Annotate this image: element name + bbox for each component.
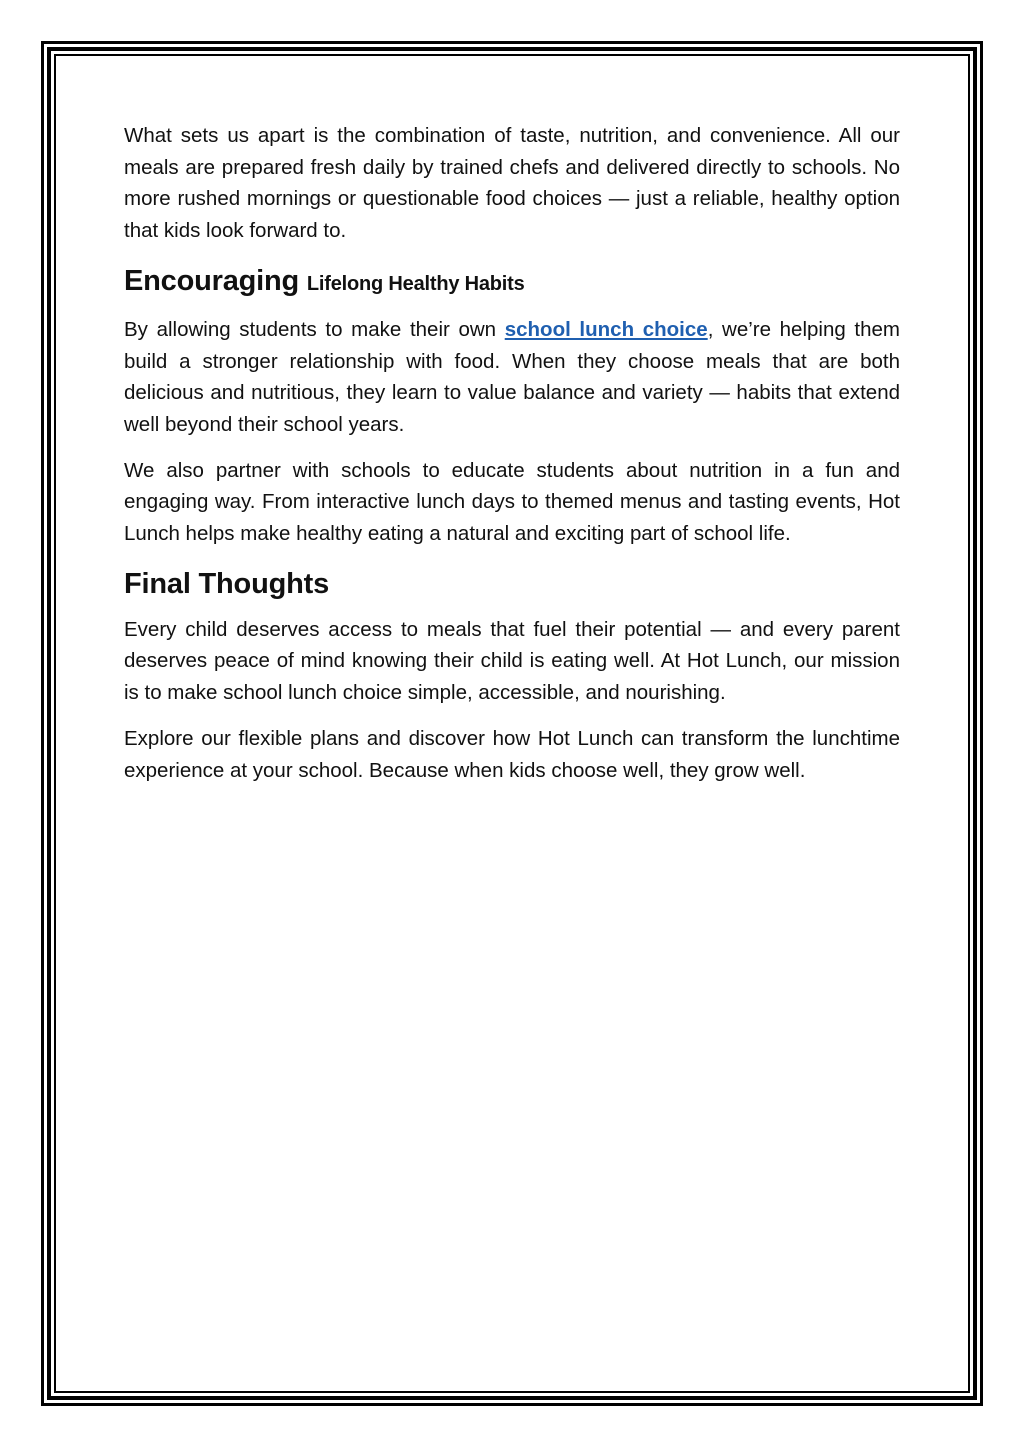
- intro-paragraph: What sets us apart is the combination of taste, nutrition, and convenience. All our meals are prepared fresh daily by trained chefs and delivered directly to schools. No more rushed mornings or questionable food choices — just a reliable, healthy option that kids look forward to.: [124, 124, 900, 243]
- school-lunch-choice-link[interactable]: school lunch choice: [504, 317, 708, 341]
- section-heading-healthy-habits: [124, 261, 900, 304]
- healthy-habits-paragraph: [124, 314, 900, 441]
- paragraph-text-after-link: , we’re helping them build a stronger relationship with food. When they choose meals that are both delicious and nutritious, they learn to value balance and variety — habits that extend well beyond their school years.: [124, 317, 900, 436]
- document-body: [124, 120, 900, 800]
- nutrition-education-paragraph: We also partner with schools to educate students about nutrition in a fun and engaging way. From interactive lunch days to themed menus and tasting events, Hot Lunch helps make healthy eating a natural and exciting part of school life.: [124, 458, 900, 546]
- section-heading-sub: Lifelong Healthy Habits: [306, 272, 525, 295]
- section-heading-main: Encouraging: [124, 264, 300, 297]
- section-heading-final-thoughts: Final Thoughts: [124, 567, 330, 600]
- closing-paragraph: Explore our flexible plans and discover how Hot Lunch can transform the lunchtime experience at your school. Because when kids choose well, they grow well.: [124, 726, 900, 782]
- final-thoughts-paragraph: Every child deserves access to meals that fuel their potential — and every parent deserves peace of mind knowing their child is eating well. At Hot Lunch, our mission is to make school lunch choice simple, accessible, and nourishing.: [124, 617, 900, 705]
- paragraph-text-before-link: By allowing students to make their own: [124, 317, 505, 341]
